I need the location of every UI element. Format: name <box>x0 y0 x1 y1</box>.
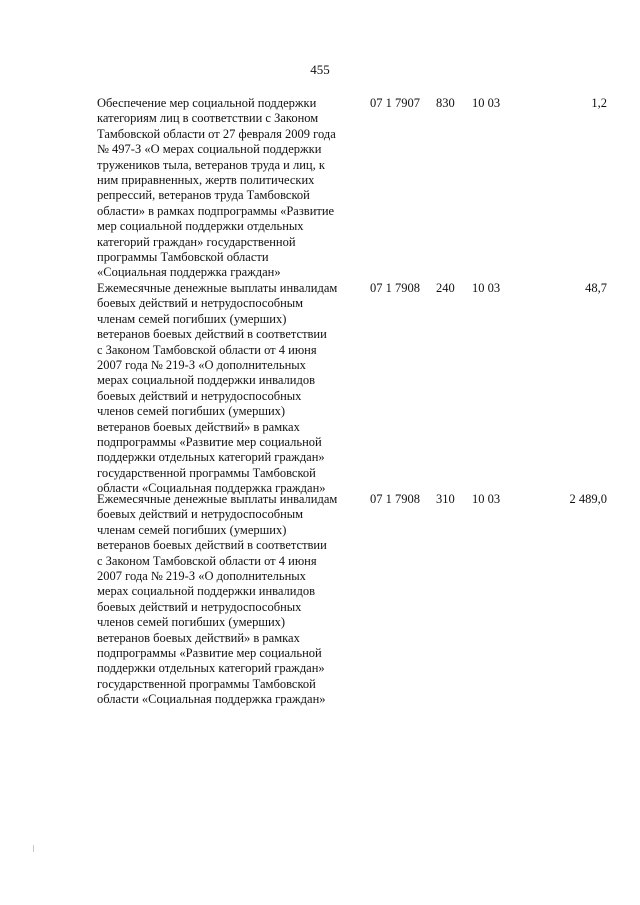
description-line: поддержки отдельных категорий граждан» <box>97 450 325 465</box>
description-line: № 497-З «О мерах социальной поддержки <box>97 142 322 157</box>
description-line: мерах социальной поддержки инвалидов <box>97 373 315 388</box>
target-article-code: 07 1 7908 <box>370 492 420 506</box>
description-line: ветеранов боевых действий в соответствии <box>97 327 327 342</box>
description-line: боевых действий и нетрудоспособным <box>97 296 304 311</box>
description-line: Обеспечение мер социальной поддержки <box>97 96 317 110</box>
description-line: категорий граждан» государственной <box>97 234 296 249</box>
description-line: ним приравненных, жертв политических <box>97 173 315 188</box>
expense-type-code: 240 <box>436 281 455 295</box>
description-line: мер социальной поддержки отдельных <box>97 219 304 234</box>
description-line: области» в рамках подпрограммы «Развитие <box>97 203 335 218</box>
description-line: ветеранов боевых действий» в рамках <box>97 630 300 645</box>
expense-type-code: 310 <box>436 492 455 506</box>
description-line: 2007 года № 219-З «О дополнительных <box>97 358 306 373</box>
expense-type-code: 830 <box>436 96 455 110</box>
page-number: 455 <box>310 62 330 77</box>
description-line: с Законом Тамбовской области от 4 июня <box>97 553 317 568</box>
description-line: категориям лиц в соответствии с Законом <box>97 111 319 126</box>
description-line: репрессий, ветеранов труда Тамбовской <box>97 188 310 203</box>
amount: 1,2 <box>591 96 607 110</box>
description-line: членам семей погибших (умерших) <box>97 311 287 326</box>
description-line: программы Тамбовской области <box>97 250 269 265</box>
description-line: ветеранов боевых действий в соответствии <box>97 538 327 553</box>
description-line: членов семей погибших (умерших) <box>97 404 286 419</box>
description-line: области «Социальная поддержка граждан» <box>97 481 326 496</box>
description-line: боевых действий и нетрудоспособным <box>97 507 304 522</box>
description-line: ветеранов боевых действий» в рамках <box>97 419 300 434</box>
description-line: с Законом Тамбовской области от 4 июня <box>97 342 317 357</box>
description-line: подпрограммы «Развитие мер социальной <box>97 435 322 450</box>
description-line: Ежемесячные денежные выплаты инвалидам <box>97 492 338 506</box>
description-line: «Социальная поддержка граждан» <box>97 265 281 280</box>
section-subsection-code: 10 03 <box>472 281 501 295</box>
target-article-code: 07 1 7907 <box>370 96 420 110</box>
description-line: боевых действий и нетрудоспособных <box>97 388 302 403</box>
row-description <box>97 96 359 281</box>
scan-mark <box>33 845 34 852</box>
description-line: членам семей погибших (умерших) <box>97 522 287 537</box>
description-line: 2007 года № 219-З «О дополнительных <box>97 569 306 584</box>
amount: 2 489,0 <box>569 492 607 506</box>
section-subsection-code: 10 03 <box>472 492 501 506</box>
row-description <box>97 492 359 708</box>
amount: 48,7 <box>585 281 607 295</box>
description-line: боевых действий и нетрудоспособных <box>97 599 302 614</box>
row-description <box>97 281 359 497</box>
description-line: членов семей погибших (умерших) <box>97 615 286 630</box>
description-line: поддержки отдельных категорий граждан» <box>97 661 325 676</box>
description-line: государственной программы Тамбовской <box>97 676 316 691</box>
description-line: государственной программы Тамбовской <box>97 465 316 480</box>
description-line: тружеников тыла, ветеранов труда и лиц, к <box>97 157 325 172</box>
section-subsection-code: 10 03 <box>472 96 501 110</box>
description-line: мерах социальной поддержки инвалидов <box>97 584 315 599</box>
description-line: подпрограммы «Развитие мер социальной <box>97 646 322 661</box>
description-line: области «Социальная поддержка граждан» <box>97 692 326 707</box>
target-article-code: 07 1 7908 <box>370 281 420 295</box>
description-line: Тамбовской области от 27 февраля 2009 года <box>97 126 336 141</box>
description-line: Ежемесячные денежные выплаты инвалидам <box>97 281 338 295</box>
